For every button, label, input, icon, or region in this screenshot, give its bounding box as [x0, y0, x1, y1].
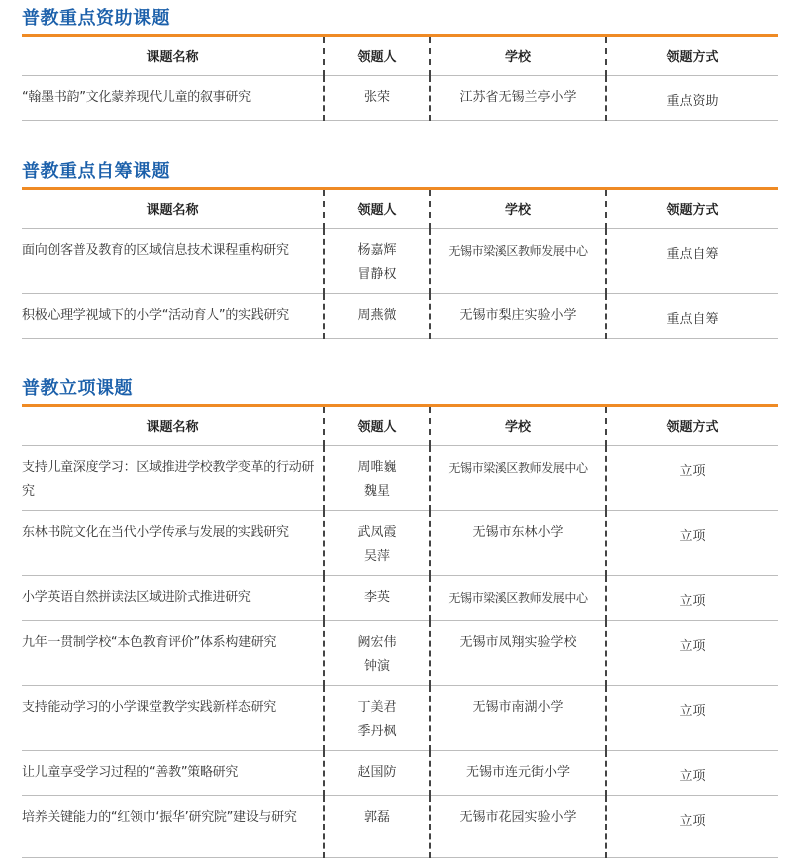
table-row: [22, 228, 778, 293]
leader-name: 冒静权: [357, 266, 397, 282]
leader-name: 魏星: [363, 483, 390, 499]
section-title: 普教重点自筹课题: [22, 161, 170, 182]
leader-name: 周燕微: [357, 307, 397, 323]
topic-leader: [324, 293, 430, 338]
leader-name: 吴萍: [363, 548, 390, 564]
col-header-name: 课题名称: [22, 190, 324, 228]
topic-leader: [324, 620, 430, 685]
table-row: [22, 445, 778, 510]
topic-name: 支持儿童深度学习：区域推进学校教学变革的行动研究: [22, 445, 324, 510]
col-header-name: 课题名称: [22, 407, 324, 445]
section-approved: [22, 376, 778, 858]
topic-name: 面向创客普及教育的区域信息技术课程重构研究: [22, 228, 324, 293]
topic-table: [22, 37, 778, 121]
col-header-name: 课题名称: [22, 37, 324, 75]
section-title: 普教重点资助课题: [22, 8, 170, 29]
topic-method: 立项: [606, 445, 778, 510]
leader-name: 赵国防: [357, 764, 397, 780]
section-title: 普教立项课题: [22, 378, 133, 399]
col-header-leader: 领题人: [324, 190, 430, 228]
leader-name: 武凤霞: [357, 524, 397, 540]
col-header-leader: 领题人: [324, 407, 430, 445]
leader-name: 丁美君: [357, 699, 397, 715]
topic-school: 江苏省无锡兰亭小学: [430, 75, 606, 120]
section-key-self-funded: [22, 159, 778, 339]
topic-school: 无锡市凤翔实验学校: [430, 620, 606, 685]
topic-school: 无锡市连元街小学: [430, 750, 606, 795]
col-header-method: 领题方式: [606, 37, 778, 75]
topic-school: 无锡市梁溪区教师发展中心: [430, 445, 606, 510]
topic-leader: [324, 685, 430, 750]
leader-name: 郭磊: [363, 809, 390, 825]
topic-table: [22, 407, 778, 858]
topic-method: 立项: [606, 575, 778, 620]
topic-name: 积极心理学视域下的小学“活动育人”的实践研究: [22, 293, 324, 338]
topic-name: 让儿童享受学习过程的“善教”策略研究: [22, 750, 324, 795]
table-header-row: [22, 37, 778, 75]
topic-school: 无锡市南湖小学: [430, 685, 606, 750]
table-row: [22, 575, 778, 620]
section-key-funded: [22, 6, 778, 121]
table-row: [22, 510, 778, 575]
topic-method: 重点自筹: [606, 228, 778, 293]
leader-name: 张荣: [363, 89, 390, 105]
col-header-leader: 领题人: [324, 37, 430, 75]
topic-leader: [324, 575, 430, 620]
leader-name: 阙宏伟: [357, 634, 397, 650]
topic-method: 立项: [606, 620, 778, 685]
table-row: [22, 685, 778, 750]
topic-school: 无锡市梁溪区教师发展中心: [430, 228, 606, 293]
topic-name: 小学英语自然拼读法区域进阶式推进研究: [22, 575, 324, 620]
leader-name: 李英: [363, 589, 390, 605]
col-header-method: 领题方式: [606, 407, 778, 445]
col-header-method: 领题方式: [606, 190, 778, 228]
topic-leader: [324, 445, 430, 510]
topic-method: 立项: [606, 795, 778, 857]
table-row: [22, 620, 778, 685]
topic-method: 重点资助: [606, 75, 778, 120]
topic-method: 重点自筹: [606, 293, 778, 338]
topic-leader: [324, 795, 430, 857]
topic-school: 无锡市梁溪区教师发展中心: [430, 575, 606, 620]
leader-name: 周唯巍: [357, 459, 397, 475]
topic-school: 无锡市花园实验小学: [430, 795, 606, 857]
table-header-row: [22, 190, 778, 228]
topic-school: 无锡市梨庄实验小学: [430, 293, 606, 338]
topic-method: 立项: [606, 685, 778, 750]
col-header-school: 学校: [430, 407, 606, 445]
topic-school: 无锡市东林小学: [430, 510, 606, 575]
topic-name: 九年一贯制学校“本色教育评价”体系构建研究: [22, 620, 324, 685]
topic-method: 立项: [606, 750, 778, 795]
topic-name: 培养关键能力的“红领巾‘振华’研究院”建设与研究: [22, 795, 324, 857]
col-header-school: 学校: [430, 37, 606, 75]
topic-name: “翰墨书韵”文化蒙养现代儿童的叙事研究: [22, 75, 324, 120]
topic-method: 立项: [606, 510, 778, 575]
leader-name: 钟演: [363, 658, 390, 674]
leader-name: 杨嘉辉: [357, 242, 397, 258]
table-header-row: [22, 407, 778, 445]
table-row: [22, 75, 778, 120]
table-row: [22, 795, 778, 857]
topic-leader: [324, 750, 430, 795]
topic-leader: [324, 228, 430, 293]
topic-leader: [324, 510, 430, 575]
topic-name: 东林书院文化在当代小学传承与发展的实践研究: [22, 510, 324, 575]
topic-name: 支持能动学习的小学课堂教学实践新样态研究: [22, 685, 324, 750]
col-header-school: 学校: [430, 190, 606, 228]
topic-table: [22, 190, 778, 339]
table-row: [22, 750, 778, 795]
table-row: [22, 293, 778, 338]
topic-leader: [324, 75, 430, 120]
leader-name: 季丹枫: [357, 723, 397, 739]
